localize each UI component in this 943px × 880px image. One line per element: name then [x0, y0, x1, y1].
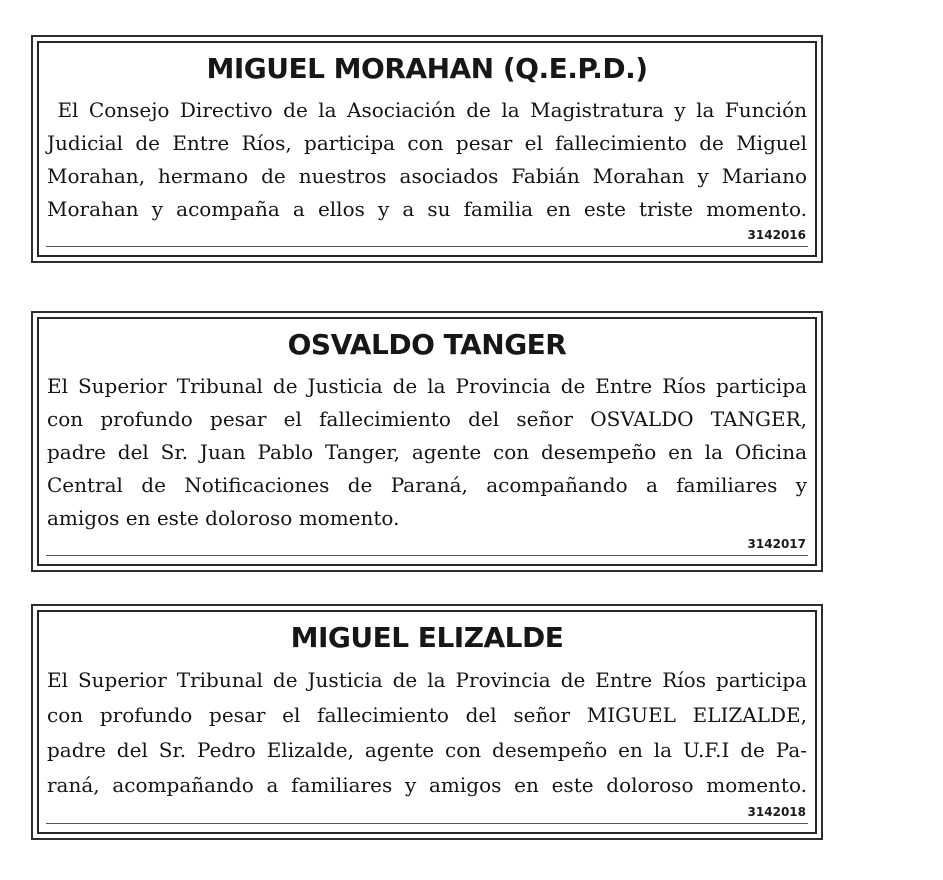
- notice-body: [45, 370, 809, 535]
- notice-body-line: El Consejo Directivo de la Asociación de la Magistratura y la Función: [47, 98, 807, 122]
- notice-body-line: Judicial de Entre Ríos, participa con pesar el fallecimiento de Miguel: [47, 131, 807, 155]
- ad-number: 3142018: [747, 805, 806, 819]
- bottom-rule: [46, 555, 808, 556]
- notice-body-line: con profundo pesar el fallecimiento del señor OSVALDO TANGER,: [47, 407, 807, 431]
- obituary-notice-tanger: [31, 311, 823, 572]
- notice-title: MIGUEL MORAHAN (Q.E.P.D.): [206, 52, 648, 85]
- notice-inner-frame: [37, 317, 817, 566]
- notice-body-line: raná, acompañando a familiares y amigos en este doloroso momento.: [47, 773, 807, 797]
- notice-body-line: padre del Sr. Pedro Elizalde, agente con desempeño en la U.F.I de Pa-: [47, 738, 807, 762]
- ad-number: 3142016: [747, 228, 806, 242]
- notice-title: MIGUEL ELIZALDE: [290, 621, 564, 654]
- notice-body-line: padre del Sr. Juan Pablo Tanger, agente con desempeño en la Oficina: [47, 440, 807, 464]
- notice-body: [45, 663, 809, 803]
- notice-body-line: El Superior Tribunal de Justicia de la Provincia de Entre Ríos participa: [47, 374, 807, 398]
- notice-body: [45, 94, 809, 226]
- notice-title: OSVALDO TANGER: [287, 328, 567, 361]
- obituary-notice-morahan: [31, 35, 823, 263]
- notice-body-line: amigos en este doloroso momento.: [47, 506, 400, 530]
- notice-body-line: con profundo pesar el fallecimiento del señor MIGUEL ELIZALDE,: [47, 703, 807, 727]
- notice-body-line: Morahan, hermano de nuestros asociados Fabián Morahan y Mariano: [47, 164, 807, 188]
- bottom-rule: [46, 246, 808, 247]
- notice-inner-frame: [37, 41, 817, 257]
- obituary-notice-elizalde: [31, 604, 823, 840]
- notice-body-line: Morahan y acompaña a ellos y a su familia en este triste momento.: [47, 197, 807, 221]
- notice-inner-frame: [37, 610, 817, 834]
- bottom-rule: [46, 823, 808, 824]
- ad-number: 3142017: [747, 537, 806, 551]
- notice-body-line: Central de Notificaciones de Paraná, acompañando a familiares y: [47, 473, 807, 497]
- notice-body-line: El Superior Tribunal de Justicia de la Provincia de Entre Ríos participa: [47, 668, 807, 692]
